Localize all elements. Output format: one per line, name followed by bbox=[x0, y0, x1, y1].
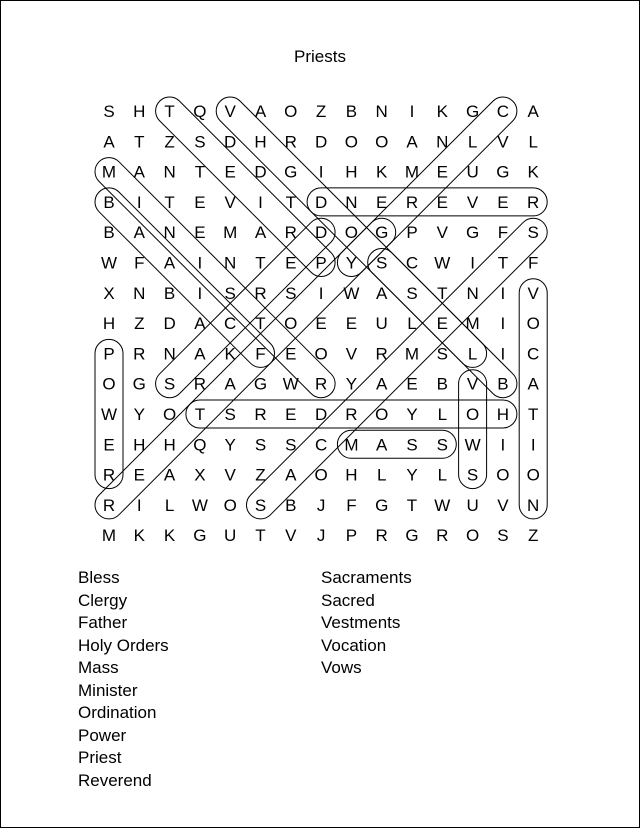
grid-letter: G bbox=[375, 495, 389, 515]
grid-letter: R bbox=[284, 132, 297, 152]
grid-letter: X bbox=[194, 465, 206, 485]
grid-letter: S bbox=[406, 283, 418, 303]
grid-letter: E bbox=[406, 374, 418, 394]
grid-letter: R bbox=[193, 374, 207, 394]
grid-letter: Z bbox=[315, 102, 327, 121]
word-list-item: Power bbox=[78, 726, 127, 745]
grid-letter: O bbox=[102, 374, 116, 394]
grid-letter: L bbox=[437, 405, 448, 424]
grid-letter: K bbox=[376, 162, 388, 182]
grid-letter: I bbox=[500, 283, 506, 303]
grid-letter: W bbox=[100, 405, 118, 424]
grid-letter: R bbox=[254, 405, 267, 424]
grid-letter: O bbox=[375, 132, 389, 152]
grid-letter: N bbox=[163, 223, 176, 243]
grid-letter: S bbox=[103, 102, 115, 121]
grid-letter: S bbox=[376, 253, 388, 273]
grid-letter: I bbox=[318, 162, 324, 182]
word-list-item: Bless bbox=[78, 568, 120, 587]
grid-letter: A bbox=[376, 435, 388, 455]
grid-letter: P bbox=[406, 223, 418, 243]
grid-letter: I bbox=[409, 102, 415, 121]
grid-letter: Z bbox=[528, 526, 539, 546]
grid-letter: O bbox=[465, 526, 480, 546]
grid-letter: A bbox=[133, 223, 145, 243]
grid-letter: Z bbox=[164, 132, 175, 152]
grid-letter: Q bbox=[193, 102, 207, 121]
grid-letter: V bbox=[497, 495, 509, 515]
answer-loop-priest bbox=[150, 91, 341, 282]
grid-letter: U bbox=[375, 314, 388, 334]
grid-letter: F bbox=[134, 253, 145, 273]
grid-letter: H bbox=[133, 435, 146, 455]
grid-letter: I bbox=[197, 283, 203, 303]
grid-letter: I bbox=[136, 495, 142, 515]
grid-letter: Q bbox=[193, 435, 207, 455]
grid-letter: M bbox=[404, 344, 420, 364]
grid-letter: L bbox=[467, 132, 478, 152]
grid-letter: T bbox=[164, 102, 175, 121]
grid-letter: O bbox=[314, 465, 328, 485]
word-list-item: Vows bbox=[321, 658, 362, 677]
grid-letter: A bbox=[254, 102, 267, 121]
grid-letter: B bbox=[163, 283, 176, 303]
grid-letter: P bbox=[315, 253, 327, 273]
grid-letter: E bbox=[285, 405, 297, 424]
grid-letter: D bbox=[314, 405, 328, 424]
grid-letter: R bbox=[345, 405, 358, 424]
word-list-item: Mass bbox=[78, 658, 119, 677]
grid-letter: C bbox=[496, 102, 510, 121]
grid-letter: K bbox=[527, 162, 539, 182]
grid-letter: A bbox=[254, 223, 267, 243]
grid-letter: O bbox=[284, 314, 298, 334]
grid-letter: G bbox=[193, 526, 207, 546]
grid-letter: E bbox=[194, 192, 206, 212]
answer-loop-clergy bbox=[332, 91, 523, 282]
grid-letter: B bbox=[436, 374, 448, 394]
grid-letter: G bbox=[465, 223, 480, 243]
grid-letter: E bbox=[436, 192, 448, 212]
grid-letter: R bbox=[405, 192, 419, 212]
grid-letter: E bbox=[436, 162, 448, 182]
grid-letter: A bbox=[103, 132, 115, 152]
grid-letter: Y bbox=[406, 405, 418, 424]
grid-letter: W bbox=[100, 253, 118, 273]
grid-letter: V bbox=[466, 192, 479, 212]
answer-loop-sacred bbox=[150, 212, 341, 403]
grid-letter: R bbox=[527, 192, 540, 212]
grid-letter: S bbox=[436, 344, 448, 364]
grid-letter: B bbox=[497, 374, 509, 394]
word-list-item: Clergy bbox=[78, 591, 128, 610]
grid-letter: H bbox=[133, 102, 146, 121]
grid-letter: B bbox=[103, 223, 115, 243]
word-list-item: Priest bbox=[78, 748, 122, 767]
grid-letter: N bbox=[163, 162, 176, 182]
grid-letter: T bbox=[285, 192, 296, 212]
grid-letter: L bbox=[407, 314, 417, 334]
grid-letter: F bbox=[346, 495, 357, 515]
grid-letter: D bbox=[314, 192, 328, 212]
grid-letter: N bbox=[466, 283, 479, 303]
grid-letter: G bbox=[405, 526, 419, 546]
grid-letter: W bbox=[434, 253, 451, 273]
word-list-item: Sacraments bbox=[321, 568, 412, 587]
grid-letter: I bbox=[470, 253, 475, 273]
grid-letter: T bbox=[134, 132, 145, 152]
answer-loop-minister bbox=[89, 152, 341, 404]
grid-letter: I bbox=[500, 344, 506, 364]
grid-letter: O bbox=[496, 465, 510, 485]
grid-letter: L bbox=[164, 495, 175, 515]
grid-letter: R bbox=[436, 526, 449, 546]
grid-letter: S bbox=[254, 495, 267, 515]
grid-letter: T bbox=[528, 405, 539, 424]
grid-letter: B bbox=[285, 495, 297, 515]
grid-letter: N bbox=[133, 283, 146, 303]
word-list-item: Vestments bbox=[321, 613, 401, 632]
grid-letter: S bbox=[224, 283, 236, 303]
grid-letter: T bbox=[497, 253, 509, 273]
grid-letter: E bbox=[194, 223, 206, 243]
grid-letter: H bbox=[254, 132, 267, 152]
grid-letter: Y bbox=[345, 253, 358, 273]
grid-letter: E bbox=[133, 465, 145, 485]
grid-letter: R bbox=[375, 344, 388, 364]
grid-letter: E bbox=[315, 314, 327, 334]
grid-letter: Z bbox=[134, 314, 145, 334]
grid-letter: B bbox=[345, 102, 358, 121]
grid-letter: N bbox=[345, 192, 358, 212]
grid-letter: A bbox=[527, 374, 539, 394]
grid-letter: D bbox=[314, 132, 328, 152]
grid-letter: E bbox=[436, 314, 448, 334]
grid-letter: Z bbox=[255, 465, 266, 485]
grid-letter: O bbox=[314, 344, 328, 364]
grid-letter: O bbox=[223, 495, 237, 515]
grid-letter: S bbox=[285, 283, 297, 303]
grid-letter: S bbox=[527, 223, 539, 243]
grid-letter: G bbox=[375, 223, 389, 243]
grid-letter: R bbox=[133, 344, 146, 364]
grid-letter: S bbox=[194, 132, 206, 152]
grid-letter: T bbox=[255, 314, 266, 334]
grid-letter: F bbox=[497, 223, 509, 243]
grid-letter: H bbox=[496, 405, 510, 424]
grid-letter: L bbox=[528, 132, 538, 152]
grid-letter: E bbox=[285, 253, 297, 273]
grid-letter: G bbox=[132, 374, 146, 394]
grid-letter: T bbox=[255, 253, 266, 273]
grid-letter: G bbox=[465, 102, 480, 121]
grid-letter: E bbox=[345, 314, 358, 334]
grid-letter: A bbox=[376, 374, 388, 394]
grid-letter: I bbox=[500, 314, 506, 334]
grid-letter: I bbox=[258, 192, 263, 212]
grid-letter: T bbox=[194, 405, 206, 424]
grid-letter: C bbox=[527, 344, 540, 364]
grid-letter: A bbox=[133, 162, 145, 182]
grid-letter: Y bbox=[406, 465, 418, 485]
grid-letter: A bbox=[527, 102, 539, 121]
grid-letter: R bbox=[375, 526, 388, 546]
word-list-item: Ordination bbox=[78, 703, 157, 722]
grid-letter: O bbox=[344, 132, 359, 152]
grid-letter: V bbox=[527, 283, 539, 303]
grid-letter: M bbox=[344, 435, 359, 455]
grid-letter: H bbox=[102, 314, 116, 334]
answer-loop-father bbox=[89, 182, 280, 373]
grid-letter: A bbox=[163, 465, 176, 485]
grid-letter: E bbox=[103, 435, 115, 455]
grid-letter: K bbox=[436, 102, 448, 121]
grid-letter: J bbox=[316, 526, 326, 546]
grid-letter: Y bbox=[224, 435, 236, 455]
grid-letter: X bbox=[103, 283, 115, 303]
grid-letter: M bbox=[223, 223, 238, 243]
grid-letter: R bbox=[254, 283, 267, 303]
grid-letter: M bbox=[101, 162, 117, 182]
grid-letter: O bbox=[375, 405, 389, 424]
grid-letter: Y bbox=[133, 405, 145, 424]
grid-letter: N bbox=[527, 495, 540, 515]
grid-letter: V bbox=[497, 132, 509, 152]
grid-letter: W bbox=[282, 374, 299, 394]
grid-letter: V bbox=[224, 192, 236, 212]
grid-letter: P bbox=[103, 344, 115, 364]
grid-letter: K bbox=[224, 344, 236, 364]
grid-letter: V bbox=[466, 374, 479, 394]
grid-letter: J bbox=[316, 495, 326, 515]
grid-letter: I bbox=[500, 435, 506, 455]
grid-letter: E bbox=[376, 192, 388, 212]
grid-letter: S bbox=[466, 465, 479, 485]
grid-letter: D bbox=[163, 314, 176, 334]
grid-letter: R bbox=[314, 374, 328, 394]
grid-letter: A bbox=[285, 465, 297, 485]
grid-letter: U bbox=[224, 526, 237, 546]
grid-letter: A bbox=[406, 132, 418, 152]
grid-letter: U bbox=[466, 495, 479, 515]
grid-letter: C bbox=[314, 435, 328, 455]
grid-letter: U bbox=[466, 162, 479, 182]
grid-letter: D bbox=[254, 162, 267, 182]
grid-letter: O bbox=[465, 405, 480, 424]
grid-letter: V bbox=[345, 344, 358, 364]
grid-letter: O bbox=[284, 102, 298, 121]
grid-letter: H bbox=[163, 435, 176, 455]
grid-letter: C bbox=[224, 314, 237, 334]
grid-letter: T bbox=[194, 162, 206, 182]
grid-letter: M bbox=[101, 526, 117, 546]
grid-letter: S bbox=[406, 435, 418, 455]
grid-letter: A bbox=[163, 253, 176, 273]
grid-letter: N bbox=[163, 344, 176, 364]
grid-letter: D bbox=[224, 132, 237, 152]
grid-letter: V bbox=[224, 102, 236, 121]
grid-letter: V bbox=[285, 526, 297, 546]
grid-letter: G bbox=[284, 162, 298, 182]
grid-letter: L bbox=[376, 465, 387, 485]
grid-letter: M bbox=[404, 162, 420, 182]
grid-letter: T bbox=[406, 495, 418, 515]
grid-letter: M bbox=[465, 314, 480, 334]
grid-letter: L bbox=[437, 465, 448, 485]
grid-letter: S bbox=[497, 526, 509, 546]
grid-letter: A bbox=[376, 283, 388, 303]
word-list-item: Holy Orders bbox=[78, 636, 169, 655]
grid-letter: A bbox=[194, 314, 206, 334]
word-list-item: Father bbox=[78, 613, 128, 632]
grid-letter: Y bbox=[345, 374, 358, 394]
grid-letter: W bbox=[191, 495, 208, 515]
grid-letter: W bbox=[434, 495, 451, 515]
grid-letter: W bbox=[464, 435, 481, 455]
grid-letter: E bbox=[224, 162, 236, 182]
grid-letter: N bbox=[224, 253, 237, 273]
grid-letter: I bbox=[318, 283, 324, 303]
word-list-item: Minister bbox=[78, 681, 138, 700]
grid-letter: R bbox=[284, 223, 297, 243]
grid-letter: V bbox=[224, 465, 236, 485]
grid-letter: S bbox=[163, 374, 176, 394]
grid-letter: K bbox=[163, 526, 176, 546]
puzzle-title: Priests bbox=[294, 47, 346, 66]
word-list-item: Vocation bbox=[321, 636, 387, 655]
grid-letter: I bbox=[136, 192, 142, 212]
grid-letter: S bbox=[436, 435, 448, 455]
grid-letter: B bbox=[103, 192, 115, 212]
grid-letter: T bbox=[437, 283, 448, 303]
grid-letter: H bbox=[345, 162, 358, 182]
grid-letter: T bbox=[255, 526, 266, 546]
grid-letter: O bbox=[344, 223, 359, 243]
grid-letter: R bbox=[102, 465, 116, 485]
grid-letter: G bbox=[253, 374, 268, 394]
grid-letter: O bbox=[162, 405, 177, 424]
grid-letter: E bbox=[285, 344, 297, 364]
grid-letter: A bbox=[224, 374, 236, 394]
grid-letter: H bbox=[345, 465, 358, 485]
grid-letter: K bbox=[133, 526, 145, 546]
grid-letter: O bbox=[526, 314, 540, 334]
word-list-item: Sacred bbox=[321, 591, 375, 610]
grid-letter: G bbox=[496, 162, 510, 182]
grid-letter: O bbox=[526, 465, 540, 485]
grid-letter: S bbox=[254, 435, 267, 455]
grid-letter: N bbox=[436, 132, 449, 152]
grid-letter: V bbox=[436, 223, 448, 243]
grid-letter: S bbox=[285, 435, 297, 455]
grid-letter: D bbox=[314, 223, 328, 243]
word-list-item: Reverend bbox=[78, 771, 152, 790]
grid-letter: I bbox=[530, 435, 536, 455]
grid-letter: A bbox=[194, 344, 206, 364]
grid-letter: P bbox=[345, 526, 358, 546]
grid-letter: E bbox=[497, 192, 509, 212]
grid-letter: N bbox=[375, 102, 388, 121]
grid-letter: R bbox=[102, 495, 116, 515]
answer-loop-reverend bbox=[307, 188, 547, 216]
grid-letter: F bbox=[255, 344, 266, 364]
grid-letter: T bbox=[164, 192, 175, 212]
grid-letter: S bbox=[224, 405, 236, 424]
grid-letter: I bbox=[197, 253, 203, 273]
grid-letter: C bbox=[405, 253, 419, 273]
grid-letter: W bbox=[343, 283, 360, 303]
grid-letter: F bbox=[528, 253, 539, 273]
grid-letter: L bbox=[467, 344, 478, 364]
